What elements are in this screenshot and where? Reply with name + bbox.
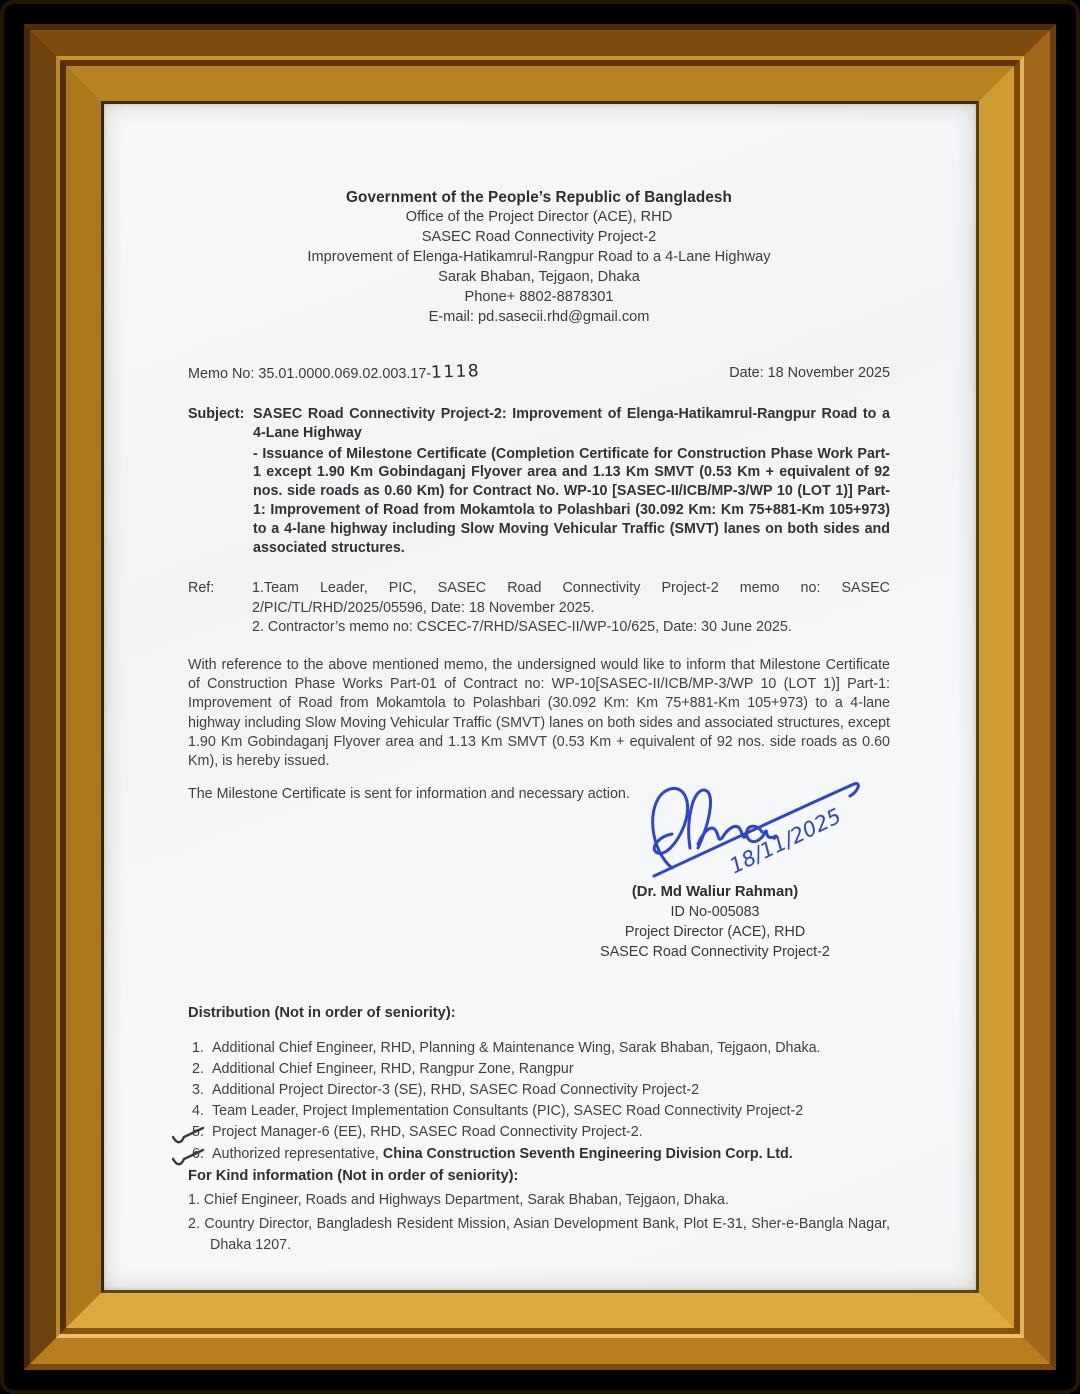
signatory-name: (Dr. Md Waliur Rahman): [631, 883, 799, 900]
kind-info-item-1: 1. Chief Engineer, Roads and Highways Department, Sarak Bhaban, Tejgaon, Dhaka.: [188, 1191, 729, 1208]
item-text: Additional Chief Engineer, RHD, Rangpur Zone, Rangpur: [212, 1060, 574, 1077]
phone-line: Phone+ 8802-8878301: [464, 289, 614, 305]
signatory-title: Project Director (ACE), RHD: [624, 923, 806, 940]
signatory-project: SASEC Road Connectivity Project-2: [600, 943, 830, 960]
memo-number-label: Memo No: 35.01.0000.069.02.003.17-: [188, 366, 432, 382]
distribution-item-1: [188, 1038, 890, 1059]
distribution-item-6: [188, 1144, 890, 1165]
tick-mark-icon: [171, 1147, 205, 1176]
subject-block: [188, 405, 890, 557]
signature-ink: [630, 778, 882, 890]
item-text: Additional Project Director-3 (SE), RHD, SASEC Road Connectivity Project-2: [212, 1082, 700, 1099]
letterhead: [188, 188, 890, 327]
frame-highlight-band: [56, 56, 1024, 1338]
distribution-heading: Distribution (Not in order of seniority):: [188, 1004, 456, 1021]
signature-zone: [188, 804, 890, 990]
item-number: 5.: [192, 1124, 204, 1141]
item-text: Additional Chief Engineer, RHD, Planning & Maintenance Wing, Sarak Bhaban, Tejgaon, Dhaka.: [212, 1039, 821, 1056]
signatory-id: ID No-005083: [670, 903, 760, 920]
item-text: Team Leader, Project Implementation Consultants (PIC), SASEC Road Connectivity Project-2: [212, 1103, 804, 1120]
address-line: Sarak Bhaban, Tejgaon, Dhaka: [438, 269, 640, 285]
frame-ridge-band: [60, 60, 1020, 1334]
subject-heading: SASEC Road Connectivity Project-2: Improvement of Elenga-Hatikamrul-Rangpur Road to a 4-Lane Highway: [253, 406, 890, 441]
item-number: 3.: [192, 1082, 204, 1099]
subject-content: [252, 405, 890, 557]
frame-liner-band: [66, 66, 1014, 1328]
ref-label: Ref:: [188, 580, 215, 597]
distribution-item-4: [188, 1101, 890, 1122]
closing-line: The Milestone Certificate is sent for information and necessary action.: [188, 785, 630, 802]
subject-body: - Issuance of Milestone Certificate (Completion Certificate for Construction Phase Work Part-1 except 1.90 Km Gobindaganj Flyover area and 1.13 Km SMVT (0.53 Km + equivalent of 92 nos. side roads as 0.60 Km) for Contract No. WP-10 [SASEC-II/ICB/MP-3/WP 10 (LOT 1)] Part-1: Improvement of Road from Mokamtola to Polashbari (30.092 Km: Km 75+881-Km 105+973) to a 4-lane highway including Slow Moving Vehicular Traffic (SMVT) lanes on both sides and associated structures.: [253, 445, 890, 556]
item-number: 1.: [192, 1039, 204, 1056]
distribution-item-5: [188, 1122, 890, 1143]
item-number: 4.: [192, 1103, 204, 1120]
subject-label: Subject:: [188, 406, 245, 422]
kind-information-heading: For Kind information (Not in order of seniority):: [188, 1167, 519, 1184]
memo-date: Date: 18 November 2025: [729, 365, 890, 381]
memo-date-row: [188, 361, 890, 384]
email-line: E-mail: pd.sasecii.rhd@gmail.com: [428, 309, 650, 325]
item-text: Project Manager-6 (EE), RHD, SASEC Road Connectivity Project-2.: [212, 1124, 643, 1141]
ref-item-2: 2. Contractor’s memo no: CSCEC-7/RHD/SASEC-II/WP-10/625, Date: 30 June 2025.: [252, 619, 792, 636]
org-title: Government of the People’s Republic of Bangladesh: [346, 189, 732, 206]
signature-date-handwritten: 18/11/2025: [725, 803, 845, 879]
office-line: Office of the Project Director (ACE), RHD: [405, 209, 673, 225]
frame-mid-band: [30, 30, 1050, 1364]
distribution-item-2: [188, 1059, 890, 1080]
body-paragraph: With reference to the above mentioned memo, the undersigned would like to inform that Milestone Certificate of Construction Phase Works Part-01 of Contract no: WP-10[SASEC-II/ICB/MP-3/WP 10 (LOT 1)] Part-1: Improvement of Road from Mokamtola to Polashbari (30.092 Km: Km 75+881-Km 105+973) to a 4-lane highway including Slow Moving Vehicular Traffic (SMVT) lanes on both sides and associated structures, except 1.90 Km Gobindaganj Flyover area and 1.13 Km SMVT (0.53 Km + equivalent of 92 nos. side roads as 0.60 Km), is hereby issued.: [188, 656, 890, 770]
document-page: [104, 104, 976, 1290]
improvement-line: Improvement of Elenga-Hatikamrul-Rangpur Road to a 4-Lane Highway: [307, 249, 771, 265]
item-text: Authorized representative,: [212, 1145, 383, 1162]
contractor-company-name: China Construction Seventh Engineering Division Corp. Ltd.: [382, 1145, 793, 1162]
ref-item-1: 1.Team Leader, PIC, SASEC Road Connectivity Project-2 memo no: SASEC 2/PIC/TL/RHD/2025/05596, Date: 18 November 2025.: [252, 580, 890, 616]
signatory-block: [560, 882, 870, 962]
distribution-item-3: [188, 1080, 890, 1101]
kind-info-item-2: 2. Country Director, Bangladesh Resident Mission, Asian Development Bank, Plot E-31, Sher-e-Bangla Nagar, Dhaka 1207.: [188, 1216, 890, 1254]
frame-groove-band: [24, 24, 1056, 1370]
ref-content: [252, 579, 890, 638]
memo-number-handwritten: 1118: [430, 361, 481, 383]
project-line: SASEC Road Connectivity Project-2: [421, 229, 657, 245]
item-number: 6.: [192, 1145, 204, 1162]
memo-number: [188, 361, 481, 384]
frame-shadow-line: [101, 101, 979, 1293]
reference-block: [188, 579, 890, 638]
item-number: 2.: [192, 1060, 204, 1077]
